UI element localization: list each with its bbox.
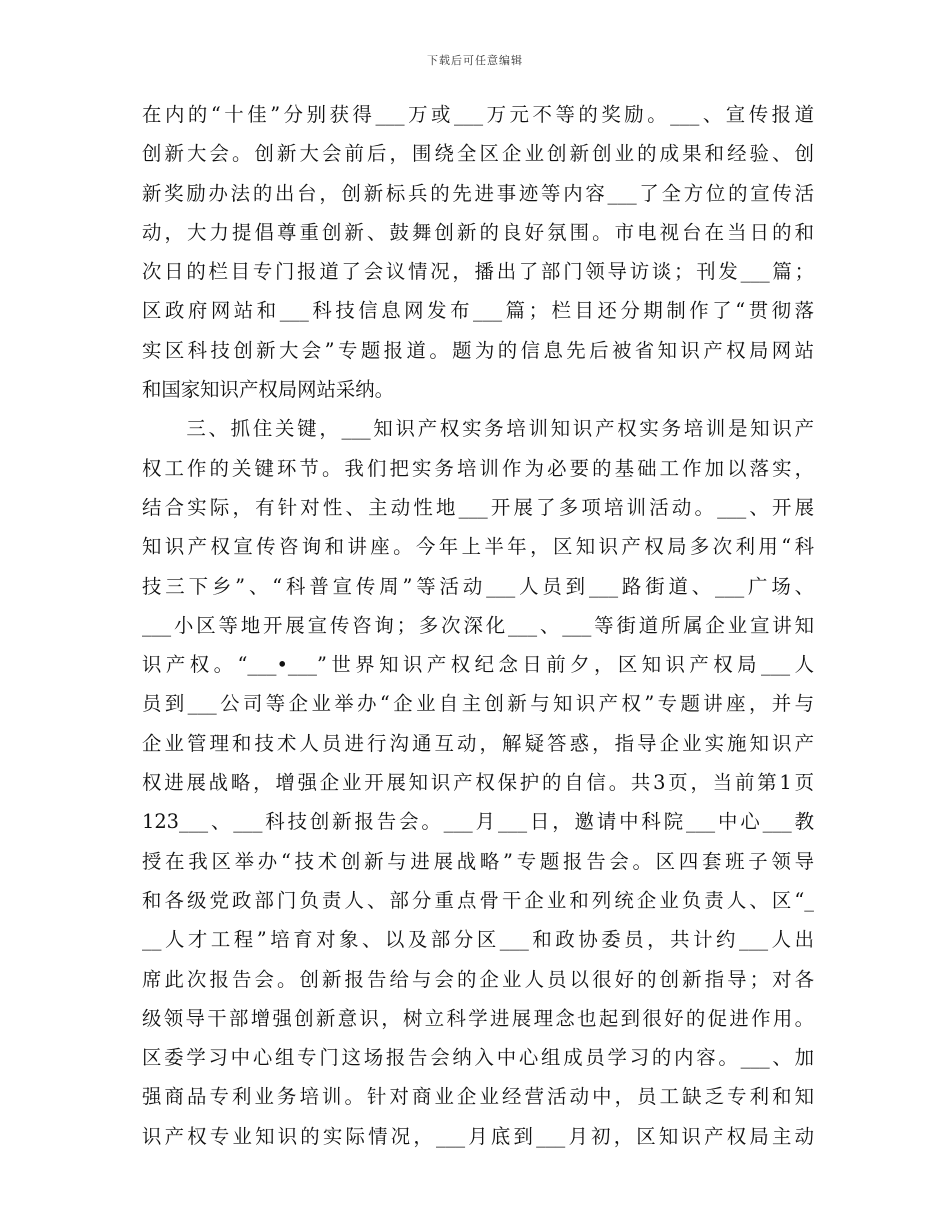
text-line: 技三下乡”、“科普宣传周”等活动___人员到___路街道、___广场、: [142, 574, 814, 598]
text-line: 知识产权宣传咨询和讲座。今年上半年，区知识产权局多次利用“科: [142, 535, 814, 559]
text-line: 123___、___科技创新报告会。___月___日，邀请中科院___中心___教: [142, 810, 814, 834]
text-line: __人才工程”培育对象、以及部分区___和政协委员，共计约___人出: [142, 928, 814, 952]
text-line: 权进展战略，增强企业开展知识产权保护的自信。共3页，当前第1页: [142, 771, 814, 795]
page-header: 下载后可任意编辑: [427, 54, 523, 67]
text-line: 动，大力提倡尊重创新、鼓舞创新的良好氛围。市电视台在当日的和: [142, 220, 814, 244]
text-line: 新奖励办法的出台，创新标兵的先进事迹等内容___了全方位的宣传活: [142, 181, 814, 205]
text-line: 三、抓住关键，___知识产权实务培训知识产权实务培训是知识产: [142, 417, 814, 441]
text-line: 识产权专业知识的实际情况，___月底到___月初，区知识产权局主动: [142, 1124, 814, 1148]
body-text: [142, 95, 814, 1156]
text-line: 席此次报告会。创新报告给与会的企业人员以很好的创新指导；对各: [142, 967, 814, 991]
text-line: 创新大会。创新大会前后，围绕全区企业创新创业的成果和经验、创: [142, 142, 814, 166]
text-line: 员到___公司等企业举办“企业自主创新与知识产权”专题讲座，并与: [142, 692, 814, 716]
text-line: 在内的“十佳”分别获得___万或___万元不等的奖励。___、宣传报道: [142, 103, 814, 126]
text-line: 识产权。“___•___”世界知识产权纪念日前夕，区知识产权局___人: [142, 653, 814, 677]
text-line: 区政府网站和___科技信息网发布___篇；栏目还分期制作了“贯彻落: [142, 299, 814, 323]
text-line: 和各级党政部门负责人、部分重点骨干企业和列统企业负责人、区“_: [142, 888, 814, 912]
text-line: 结合实际，有针对性、主动性地___开展了多项培训活动。___、开展: [142, 495, 814, 519]
text-line: 权工作的关键环节。我们把实务培训作为必要的基础工作加以落实，: [142, 456, 814, 480]
text-line: 实区科技创新大会”专题报道。题为的信息先后被省知识产权局网站: [142, 338, 814, 362]
text-line: 企业管理和技术人员进行沟通互动，解疑答惑，指导企业实施知识产: [142, 731, 814, 755]
text-line: 和国家知识产权局网站采纳。: [142, 378, 395, 402]
text-line: ___小区等地开展宣传咨询；多次深化___、___等街道所属企业宣讲知: [142, 613, 814, 637]
text-line: 区委学习中心组专门这场报告会纳入中心组成员学习的内容。___、加: [142, 1046, 814, 1070]
text-line: 强商品专利业务培训。针对商业企业经营活动中，员工缺乏专利和知: [142, 1085, 814, 1109]
text-line: 授在我区举办“技术创新与进展战略”专题报告会。区四套班子领导: [142, 849, 814, 873]
text-line: 级领导干部增强创新意识，树立科学进展理念也起到很好的促进作用。: [142, 1006, 814, 1030]
text-line: 次日的栏目专门报道了会议情况，播出了部门领导访谈；刊发___篇；: [142, 260, 814, 284]
